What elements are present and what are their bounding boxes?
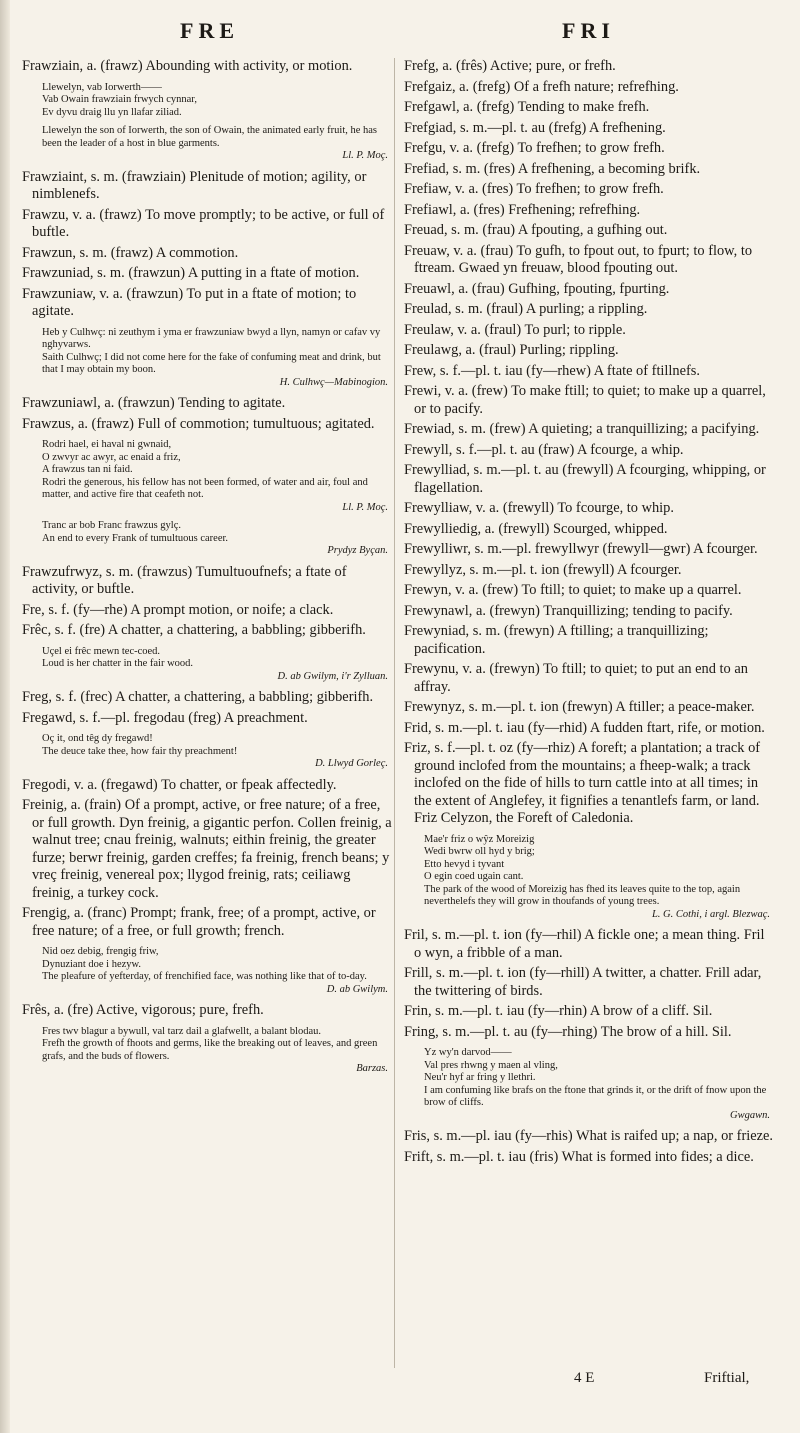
- dictionary-entry: Frewynu, v. a. (frewyn) To ftill; to quiet; to put an end to an affray.: [404, 661, 748, 695]
- quotation-citation: L. G. Cothi, i argl. Blezwaç.: [651, 908, 770, 920]
- dictionary-entry: Frefiad, s. m. (fres) A frefhening, a becoming brifk.: [404, 160, 701, 177]
- right-column: [404, 58, 774, 1169]
- quotation: [22, 82, 392, 120]
- quotation-line: The deuce take thee, how fair thy preachment!: [42, 745, 238, 757]
- dictionary-entry: Friz, s. f.—pl. t. oz (fy—rhiz) A foreft; a plantation; a track of ground inclofed from the mountains; a fheep-walk; a track inclofed on the fide of hills to turn cattle into at all times; in the extent of Anglefey, it fignifies a tenantlefs farm, or land. Friz Celyzon, the Foreft of Caledonia.: [404, 740, 761, 826]
- dictionary-entry: Frefgiad, s. m.—pl. t. au (frefg) A frefhening.: [404, 119, 666, 136]
- dictionary-entry: Frewynawl, a. (frewyn) Tranquillizing; tending to pacify.: [404, 602, 733, 619]
- catchword: Friftial,: [704, 1370, 750, 1386]
- quotation-line: Yz wy'n darvod——: [424, 1047, 512, 1058]
- quotation: [22, 646, 392, 684]
- dictionary-entry: Frês, a. (fre) Active, vigorous; pure, frefh.: [22, 1002, 264, 1018]
- dictionary-entry: Frewylliad, s. m.—pl. t. au (frewyll) A fcourging, whipping, or flagellation.: [404, 462, 766, 496]
- quotation-citation: Barzas.: [356, 1063, 388, 1074]
- quotation-citation: Ll. P. Moç.: [342, 501, 388, 513]
- dictionary-entry: Freg, s. f. (frec) A chatter, a chattering, a babbling; gibberifh.: [22, 689, 374, 705]
- dictionary-entry: Frewylliwr, s. m.—pl. frewyllwyr (frewyll—gwr) A fcourger.: [404, 541, 758, 557]
- quotation-line: The pleafure of yefterday, of frenchified face, was nothing like that of to-day.: [42, 971, 367, 982]
- dictionary-entry: Frefgaiz, a. (frefg) Of a frefh nature; refrefhing.: [404, 78, 679, 95]
- quotation-line: Oç it, ond têg dy fregawd!: [42, 733, 153, 744]
- dictionary-entry: Frawziaint, s. m. (frawziain) Plenitude of motion; agility, or nimblenefs.: [22, 168, 367, 202]
- dictionary-entry: Frawzus, a. (frawz) Full of commotion; tumultuous; agitated.: [22, 415, 375, 432]
- dictionary-entry: Frawzun, s. m. (frawz) A commotion.: [22, 244, 239, 261]
- quotation-citation: H. Culhwç—Mabinogion.: [279, 376, 388, 388]
- dictionary-entry: Frewylliaw, v. a. (frewyll) To fcourge, to whip.: [404, 500, 674, 516]
- dictionary-entry: Freinig, a. (frain) Of a prompt, active, or free nature; of a free, or full growth. Dyn freinig, a gigantic perfon. Collen freinig, a walnut tree; cnau freinig, walnuts; eithin freinig, the greater furze; berwr freinig, garden creffes; fa freinig, french beans; y vreç freinig, venereal pox; llygod freinig, rats; ceiliawg freinig, a turkey cock.: [22, 797, 392, 901]
- quotation-line: Tranc ar bob Franc frawzus gylç.: [42, 520, 181, 531]
- dictionary-entry: Frid, s. m.—pl. t. iau (fy—rhid) A fudden ftart, rife, or motion.: [404, 719, 765, 736]
- dictionary-entry: Frawzuniaw, v. a. (frawzun) To put in a ftate of motion; to agitate.: [22, 285, 357, 319]
- dictionary-entry: Freuad, s. m. (frau) A fpouting, a gufhing out.: [404, 222, 668, 238]
- quotation: [22, 946, 392, 996]
- quotation-line: Neu'r hyf ar fring y llethri.: [424, 1072, 536, 1083]
- dictionary-entry: Frefgawl, a. (frefg) Tending to make frefh.: [404, 99, 650, 115]
- dictionary-entry: Frawzuniawl, a. (frawzun) Tending to agitate.: [22, 395, 286, 411]
- dictionary-entry: Frawzuniad, s. m. (frawzun) A putting in a ftate of motion.: [22, 265, 360, 281]
- dictionary-entry: Frin, s. m.—pl. t. iau (fy—rhin) A brow of a cliff. Sil.: [404, 1003, 713, 1019]
- dictionary-entry: Frewyll, s. f.—pl. t. au (fraw) A fcourge, a whip.: [404, 441, 684, 458]
- quotation-line: Ev dyvu draig llu yn llafar ziliad.: [42, 106, 182, 118]
- quotation-citation: D. ab Gwilym, i'r Zylluan.: [277, 670, 388, 682]
- quotation-line: O egin coed ugain cant.: [424, 871, 524, 882]
- dictionary-entry: Frefiawl, a. (fres) Frefhening; refrefhing.: [404, 201, 641, 218]
- dictionary-entry: Frêc, s. f. (fre) A chatter, a chattering, a babbling; gibberifh.: [22, 622, 366, 638]
- quotation-line: Rodri hael, ei haval ni gwnaid,: [42, 439, 172, 450]
- dictionary-entry: Frewyniad, s. m. (frewyn) A ftilling; a tranquillizing; pacification.: [404, 623, 709, 657]
- quotation-line: Fres twv blagur a bywull, val tarz dail a glafwellt, a balant blodau.: [42, 1025, 322, 1037]
- quotation-line: Mae'r friz o wŷz Moreizig: [424, 833, 535, 845]
- dictionary-entry: Freuaw, v. a. (frau) To gufh, to fpout out, to fpurt; to flow, to ftream. Gwaed yn freuaw, blood fpouting out.: [404, 242, 753, 276]
- quotation-line: Heb y Culhwç: ni zeuthym i yma er frawzuniaw bwyd a llyn, namyn or cafav vy nghyvarws.: [42, 326, 381, 350]
- dictionary-entry: Frift, s. m.—pl. t. iau (fris) What is formed into fides; a dice.: [404, 1148, 754, 1165]
- quotation: [22, 327, 392, 390]
- dictionary-entry: Freuawl, a. (frau) Gufhing, fpouting, fpurting.: [404, 280, 670, 297]
- dictionary-entry: Frawzufrwyz, s. m. (frawzus) Tumultuoufnefs; a ftate of activity, or buftle.: [22, 563, 347, 597]
- quotation-line: Frefh the growth of fhoots and germs, like the breaking out of leaves, and green grafs, and the buds of flowers.: [42, 1038, 378, 1062]
- dictionary-entry: Freulaw, v. a. (fraul) To purl; to ripple.: [404, 321, 626, 338]
- quotation-line: Etto hevyd i tyvant: [424, 858, 505, 870]
- dictionary-entry: Fring, s. m.—pl. t. au (fy—rhing) The brow of a hill. Sil.: [404, 1023, 732, 1040]
- quotation-line: I am confuming like brafs on the ftone that grinds it, or the drift of fnow upon the brow of cliffs.: [424, 1084, 767, 1108]
- quotation-citation: D. Llwyd Gorleç.: [315, 758, 388, 769]
- quotation-line: A frawzus tan ni faid.: [42, 464, 133, 475]
- quotation: [22, 1026, 392, 1076]
- quotation-line: Saith Culhwç; I did not come here for the fake of confuming meat and drink, but that I may obtain my boon.: [42, 351, 381, 375]
- dictionary-entry: Frawziain, a. (frawz) Abounding with activity, or motion.: [22, 58, 353, 74]
- quotation-line: Llewelyn the son of Iorwerth, the son of Owain, the animated early fruit, he has been the leader of a host in blue garments.: [42, 125, 378, 149]
- dictionary-entry: Fregawd, s. f.—pl. fregodau (freg) A preachment.: [22, 709, 308, 726]
- quotation-line: Rodri the generous, his fellow has not been formed, of water and air, foul and matter, and active fire that ceafeth not.: [42, 476, 368, 500]
- quotation-citation: D. ab Gwilym.: [326, 983, 388, 995]
- dictionary-entry: Frewyllyz, s. m.—pl. t. ion (frewyll) A fcourger.: [404, 561, 682, 578]
- quotation-line: Llewelyn, vab Iorwerth——: [42, 81, 162, 93]
- dictionary-entry: Frew, s. f.—pl. t. iau (fy—rhew) A ftate of ftillnefs.: [404, 362, 701, 379]
- dictionary-entry: Frefgu, v. a. (frefg) To frefhen; to grow frefh.: [404, 140, 665, 156]
- dictionary-entry: Fril, s. m.—pl. t. ion (fy—rhil) A fickle one; a mean thing. Fril o wyn, a fribble of a man.: [404, 927, 765, 961]
- quotation: [404, 1047, 774, 1122]
- quotation-line: Val pres rhwng y maen al vling,: [424, 1059, 558, 1071]
- dictionary-entry: Frill, s. m.—pl. t. ion (fy—rhill) A twitter, a chatter. Frill adar, the twittering of birds.: [404, 965, 762, 999]
- dictionary-entry: Frewynyz, s. m.—pl. t. ion (frewyn) A ftiller; a peace-maker.: [404, 699, 755, 715]
- quotation-citation: Gwgawn.: [730, 1109, 770, 1121]
- quotation-line: Nid oez debig, frengig friw,: [42, 946, 159, 957]
- column-divider: [394, 58, 395, 1368]
- quotation-citation: Prydyz Byçan.: [327, 545, 388, 556]
- quotation-line: O zwvyr ac awyr, ac enaid a friz,: [42, 451, 181, 463]
- dictionary-entry: Freulad, s. m. (fraul) A purling; a rippling.: [404, 301, 648, 317]
- dictionary-entry: Frewyn, v. a. (frew) To ftill; to quiet; to make up a quarrel.: [404, 582, 742, 598]
- quotation-line: Wedi bwrw oll hyd y brig;: [424, 846, 535, 857]
- quotation: [22, 733, 392, 771]
- dictionary-entry: Fris, s. m.—pl. iau (fy—rhis) What is raifed up; a nap, or frieze.: [404, 1128, 773, 1144]
- quotation: [22, 125, 392, 163]
- dictionary-entry: Fre, s. f. (fy—rhe) A prompt motion, or noife; a clack.: [22, 601, 334, 618]
- header-left: FRE: [180, 18, 239, 43]
- left-column: [22, 58, 392, 1082]
- dictionary-entry: Freulawg, a. (fraul) Purling; rippling.: [404, 342, 619, 358]
- running-header: [0, 18, 800, 52]
- quotation-line: Uçel ei frêc mewn tec-coed.: [42, 645, 161, 657]
- page-footer: [0, 1370, 800, 1390]
- quotation-line: Dynuziant doe i hezyw.: [42, 958, 142, 970]
- quotation: [22, 520, 392, 558]
- quotation-citation: Ll. P. Moç.: [342, 150, 388, 161]
- dictionary-entry: Frewi, v. a. (frew) To make ftill; to quiet; to make up a quarrel, or to pacify.: [404, 383, 766, 417]
- quotation-line: Loud is her chatter in the fair wood.: [42, 658, 194, 669]
- dictionary-entry: Frengig, a. (franc) Prompt; frank, free; of a prompt, active, or free nature; of a free, or full growth; french.: [22, 905, 376, 939]
- dictionary-entry: Frewylliedig, a. (frewyll) Scourged, whipped.: [404, 520, 668, 537]
- quotation-line: An end to every Frank of tumultuous career.: [42, 532, 229, 544]
- header-right: FRI: [562, 18, 615, 43]
- dictionary-entry: Fregodi, v. a. (fregawd) To chatter, or fpeak affectedly.: [22, 776, 337, 793]
- page-edge: [0, 0, 10, 1433]
- quotation: [22, 439, 392, 514]
- quotation-line: The park of the wood of Moreizig has fhed its leaves quite to the top, again neverthelefs they will grow in thoufands of young trees.: [424, 883, 741, 907]
- signature-mark: 4 E: [574, 1370, 595, 1386]
- quotation: [404, 834, 774, 922]
- dictionary-entry: Frefg, a. (frês) Active; pure, or frefh.: [404, 58, 616, 74]
- dictionary-entry: Frewiad, s. m. (frew) A quieting; a tranquillizing; a pacifying.: [404, 421, 760, 437]
- dictionary-entry: Frefiaw, v. a. (fres) To frefhen; to grow frefh.: [404, 181, 664, 197]
- dictionary-entry: Frawzu, v. a. (frawz) To move promptly; to be active, or full of buftle.: [22, 206, 385, 240]
- quotation-line: Vab Owain frawziain frwych cynnar,: [42, 94, 197, 105]
